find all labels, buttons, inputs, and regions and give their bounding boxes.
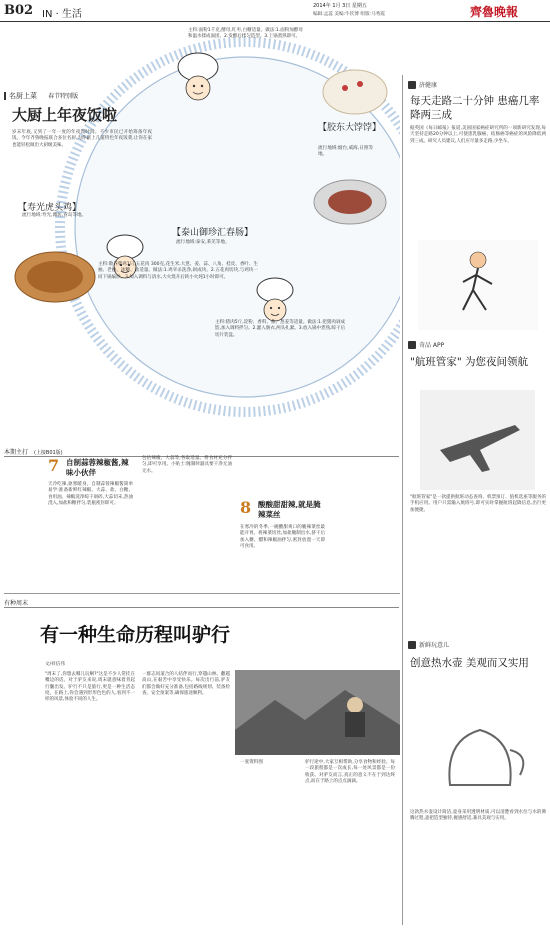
kettle-image bbox=[420, 700, 540, 800]
feature-title: 大厨上年夜饭啦 bbox=[12, 106, 118, 124]
right-body-1: 据英国《每日邮报》报道,美国国家癌症研究所的一项新研究发现,每天坚持走路20分钟以上,可使患乳腺癌、结肠癌等癌症的风险降低两到三成。研究人员建议,人们应尽量多走路,少坐车。 bbox=[410, 126, 546, 144]
bottom-body-mid: 一群志同道合的人结伴而行,穿越山林、翻越高山,在艰苦中享受快乐。每次出行前,驴友们都会做好充分准备,包括路线规划、装备检查、安全预案等,确保旅途顺利。 bbox=[142, 672, 230, 696]
right-headline-2: "航班管家" 为您夜间领航 bbox=[410, 356, 528, 368]
right-label-1: 济健康 bbox=[408, 80, 548, 89]
section-divider bbox=[4, 593, 400, 594]
item-7-number: 7 bbox=[48, 456, 60, 475]
feature-tags bbox=[4, 83, 78, 102]
food-image-sausage bbox=[314, 180, 386, 224]
photo-caption: 一张资料图 bbox=[240, 760, 263, 765]
right-body-2: "航班管家"是一款提供航班动态查询、机票预订、值机选座等服务的手机应用。用户只需输入航班号,即可实时掌握航班起降信息,出行更加便捷。 bbox=[410, 495, 546, 513]
item-8-title: 酸酸甜甜辣,就是腌辣菜丝 bbox=[258, 500, 321, 519]
date-line: 2014年 1月 3日 星期五 bbox=[313, 3, 367, 9]
right-headline-1: 每天走路二十分钟 患癌几率降两三成 bbox=[410, 95, 540, 121]
bottom-body-right: 驴行途中,大家互相帮助,分享食物和经验。每一段旅程都是一次成长,每一处风景都是一份收获。对驴友而言,真正的意义不在于到达终点,而在于路上的点点滴滴。 bbox=[305, 760, 395, 784]
right-body-3: 这款热水壶设计简洁,壶身采用透明材质,可以清楚看到水位与水的沸腾过程,壶把造型独特,握感舒适,兼具美观与实用。 bbox=[410, 810, 546, 822]
dish-region-1: 流行地域:寿光,潍坊,青岛等地。 bbox=[22, 213, 87, 218]
masthead-logo: 齊魯晚報 bbox=[470, 5, 519, 19]
editor-line: 编辑:孟蕊 美编:牛钦博 组版:马秀霞 bbox=[313, 12, 385, 17]
dish-name-3: 【胶东大饽饽】 bbox=[318, 123, 382, 133]
dish-recipe-1: 主料:散养柴鸡1只,五花肉 300克,花生米,大葱、姜、蒜、八角、桂皮、香叶、生抽、老抽、冰糖、盐适量。做法:1.鸡宰杀洗净,剁成块。2.五花肉切块,与鸡块一同下锅煸炒。3.加入调料与清水,大火烧开后转小火炖1小时即可。 bbox=[98, 262, 258, 280]
dish-region-3: 流行地域:烟台,威海,日照等地。 bbox=[318, 146, 374, 158]
plane-illustration bbox=[420, 390, 535, 490]
dish-region-2: 流行地域:泰安,莱芜等地。 bbox=[176, 240, 230, 245]
bottom-title: 有一种生命历程叫驴行 bbox=[40, 624, 231, 646]
column-sub: (上接B01版) bbox=[33, 450, 63, 456]
running-illustration bbox=[418, 240, 538, 330]
dish-name-2: 【泰山御珍汇春肠】 bbox=[172, 228, 254, 238]
item-8-body: 在寒冷的冬季,一碗酸甜爽口的腌辣菜丝最能开胃。将辣菜切丝,加盐腌制出水,挤干后加入糖、醋和辣椒油拌匀,密封放置一天即可食用。 bbox=[240, 525, 325, 549]
item-7-body-cont: 包括辣椒、大蒜等,各取适量。将食材充分拌匀,即可享用。小贴士:腌制时器具要干净无油无水。 bbox=[142, 456, 232, 474]
section-marker-icon bbox=[408, 641, 416, 649]
feature-tag: 名厨上菜 bbox=[4, 92, 37, 100]
column-divider bbox=[402, 75, 403, 925]
right-label-3: 新鲜玩意儿 bbox=[408, 640, 548, 649]
bottom-byline: 文/祥信伟 bbox=[45, 662, 65, 667]
item-7-body: 天冷吃辣,驱寒暖身。自制蒜蓉辣椒酱简单易学:准备新鲜红辣椒、大蒜、盐、白糖、食用油。辣椒洗净晾干剁碎,大蒜切末,热油浇入,加盐和糖拌匀,装瓶密封即可。 bbox=[48, 482, 133, 506]
page-header bbox=[0, 0, 550, 22]
bottom-body-left: "周末了,你想去哪儿玩啊?"这是不少人常挂在嘴边的话。对于驴友来说,周末就意味着背起行囊出发。驴行不只是旅行,更是一种生活态度。在路上,你会遇到形形色色的人,看到不一样的风景,体验不同的人生。 bbox=[45, 672, 135, 703]
food-image-bun bbox=[323, 70, 387, 114]
item-7-title: 自制蒜蓉辣椒酱,辣味小伙伴 bbox=[66, 458, 129, 477]
dish-recipe-3: 主料:面粉1千克,酵母,红枣,白糖适量。做法:1.面粉加酵母和温水揉成面团。2.发酵后揉匀造型。3.上锅蒸熟即可。 bbox=[188, 28, 303, 40]
feature-intro: 岁末年底,又到了一年一度的年夜饭时间。不少市民已开始筹备年夜饭。今年齐鲁晚报联合多位名厨,为你献上几道特色年夜饭菜,让你在家也能轻松做出大厨级美味。 bbox=[12, 130, 152, 148]
hiker-photo bbox=[235, 670, 400, 755]
bottom-label: 有种周末 bbox=[4, 598, 399, 608]
right-headline-3: 创意热水壶 美观而又实用 bbox=[410, 657, 529, 669]
page-number: B02 bbox=[4, 3, 34, 18]
right-label-2: 奇品 APP bbox=[408, 340, 548, 349]
food-image-chicken bbox=[15, 252, 95, 302]
dish-name-1: 【寿光虎头鸡】 bbox=[18, 203, 82, 213]
section-marker-icon bbox=[408, 341, 416, 349]
section-tag: IN · 生活 bbox=[42, 9, 82, 20]
item-8-number: 8 bbox=[240, 498, 252, 517]
section-marker-icon bbox=[408, 81, 416, 89]
dish-recipe-2: 主料:猪肉5斤,淀粉、香料、盐、葱姜等适量。做法:1.把猪肉剁成馅,加入调料拌匀。2.灌入肠衣,两头扎紧。3.放入锅中煮熟,晾干后切片装盘。 bbox=[215, 320, 345, 338]
column-label: 本期主打 bbox=[4, 449, 29, 456]
feature-tag-sub: 春节特别版 bbox=[48, 93, 79, 100]
